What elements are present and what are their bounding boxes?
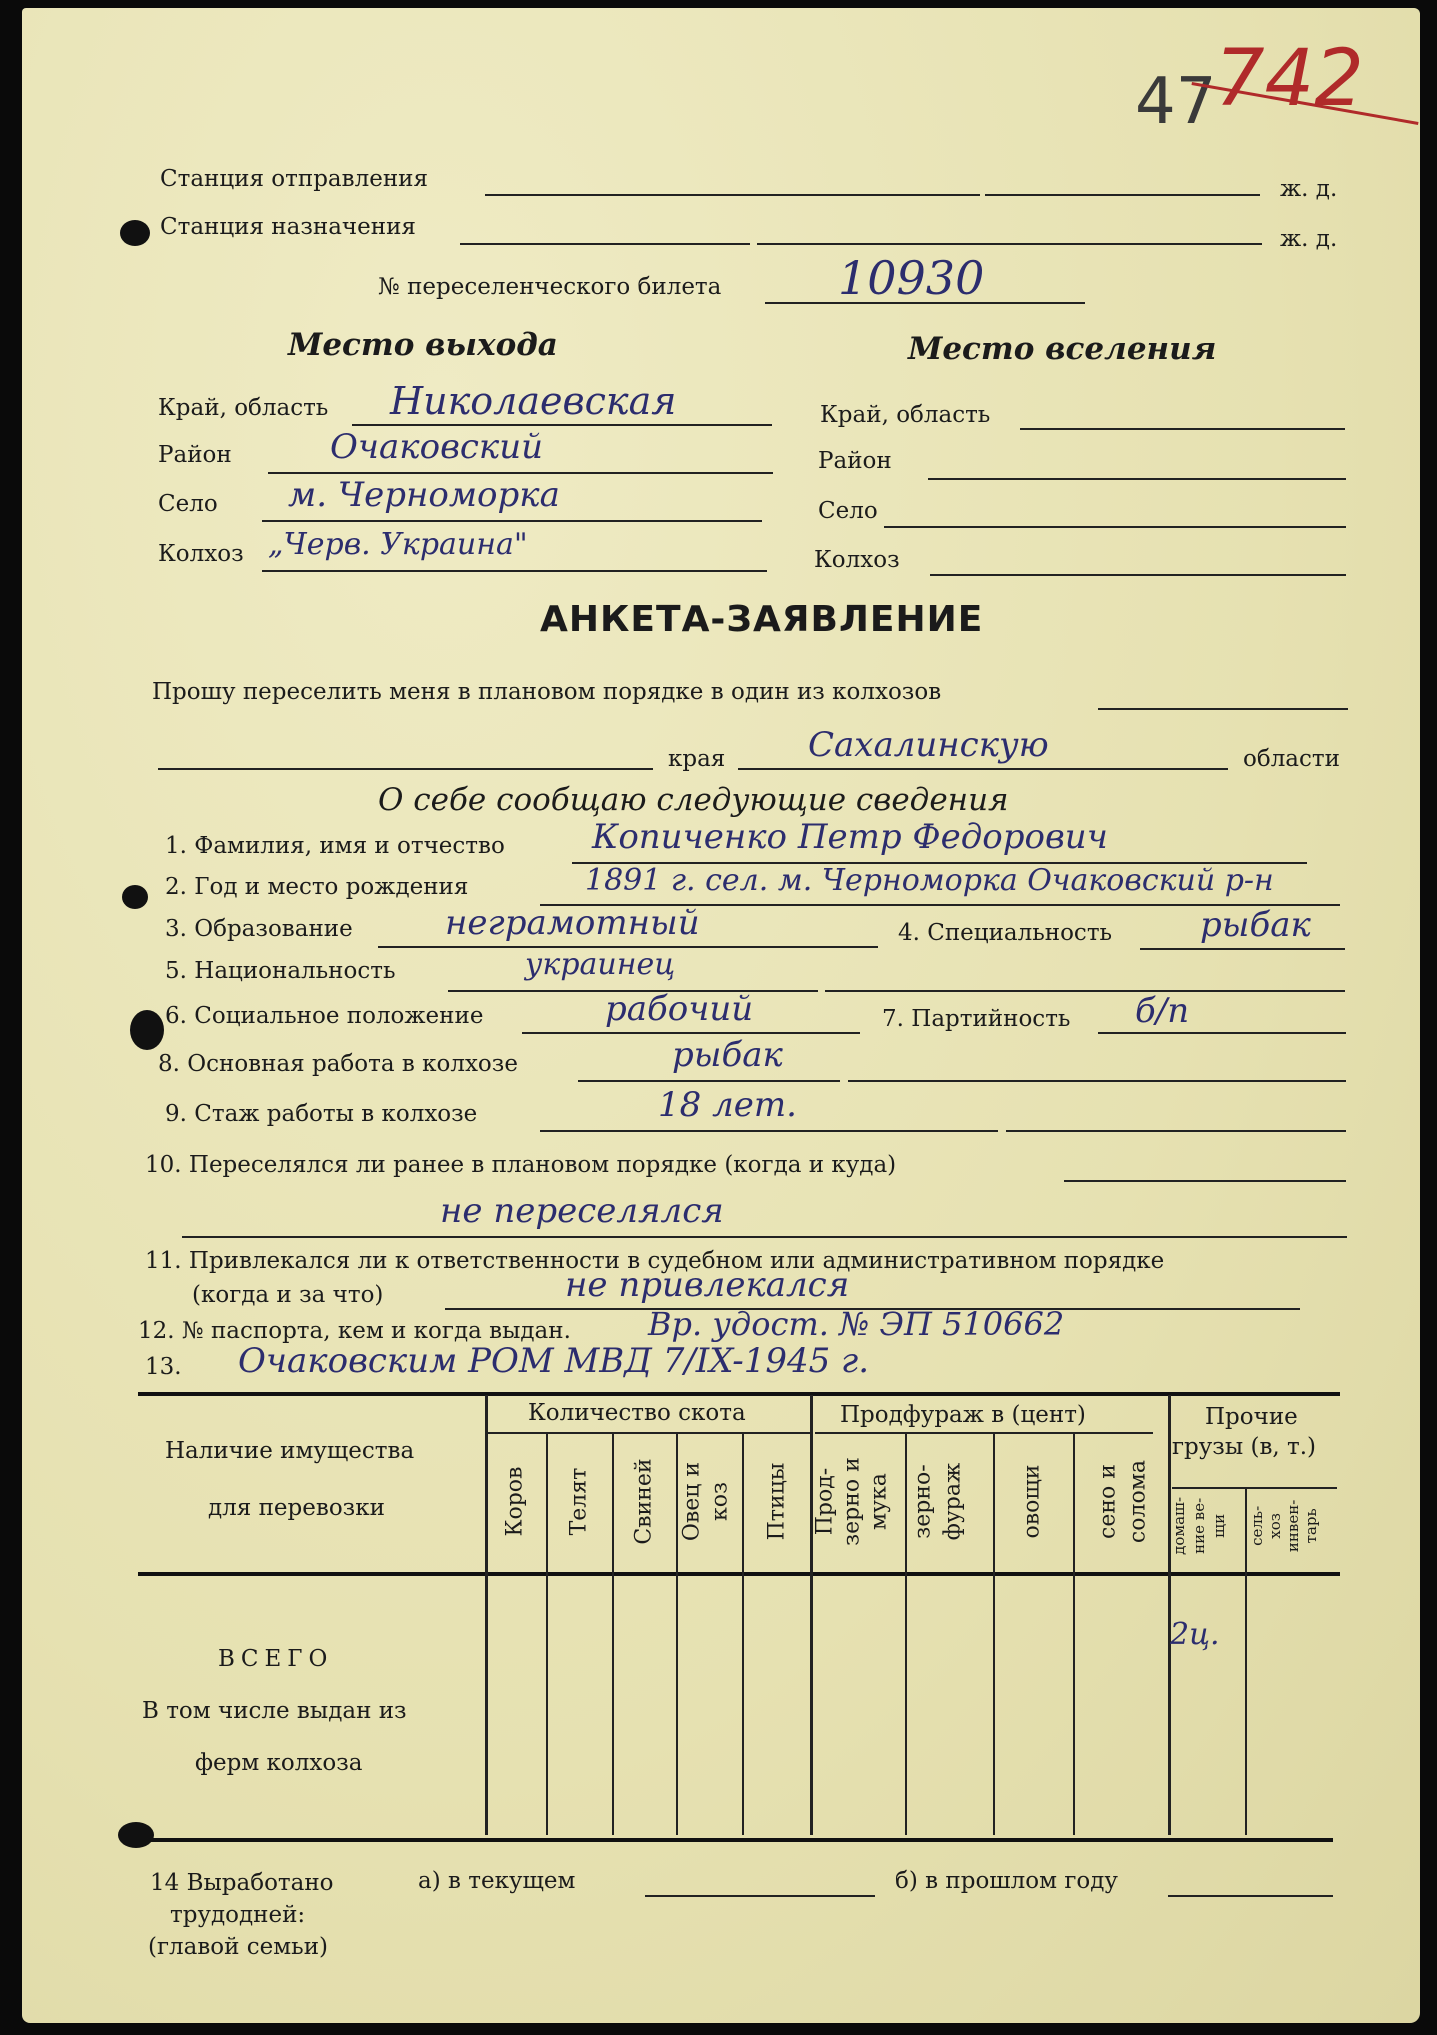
- col-hay-2: солома: [1125, 1460, 1151, 1544]
- dest-region-label: Край, область: [820, 402, 991, 428]
- f9-value: 18 лет.: [658, 1085, 797, 1125]
- origin-region-value: Николаевская: [390, 379, 677, 423]
- table-vline: [905, 1432, 907, 1835]
- destination-header: Место вселения: [908, 331, 1217, 367]
- ticket-value: 10930: [838, 251, 985, 305]
- f5-value: украинец: [525, 947, 676, 982]
- table-vline: [993, 1432, 995, 1835]
- f11-label-2: (когда и за что): [192, 1282, 384, 1308]
- origin-kolkhoz-value: „Черв. Украина": [268, 527, 528, 562]
- destination-line: [460, 243, 750, 245]
- col-forage-2: фураж: [940, 1462, 966, 1541]
- col-pigs: Свиней: [631, 1458, 657, 1545]
- f1-value: Копиченко Петр Федорович: [592, 817, 1108, 857]
- dest-kolkhoz-line: [930, 574, 1346, 576]
- row-header-1: Наличие имущества: [165, 1438, 415, 1464]
- f6-value: рабочий: [605, 989, 754, 1029]
- col-cows: Коров: [502, 1466, 528, 1537]
- punch-hole: [122, 885, 148, 909]
- table-vline: [1168, 1395, 1171, 1835]
- oblasti-label: области: [1243, 746, 1340, 772]
- workdays-label-3: (главой семьи): [148, 1934, 328, 1960]
- group-line-livestock: [488, 1432, 810, 1434]
- origin-header: Место выхода: [288, 327, 558, 363]
- f13-value: Очаковским РОМ МВД 7/IX-1945 г.: [238, 1341, 870, 1381]
- f6-label: 6. Социальное положение: [165, 1003, 484, 1029]
- table-vline: [1073, 1432, 1075, 1835]
- form-title: АНКЕТА-ЗАЯВЛЕНИЕ: [540, 599, 984, 640]
- f9-line-2: [1006, 1130, 1346, 1132]
- f13-label: 13.: [145, 1354, 182, 1380]
- origin-region-label: Край, область: [158, 395, 329, 421]
- f2-value: 1891 г. сел. м. Черноморка Очаковский р-н: [585, 863, 1274, 898]
- origin-village-line: [262, 520, 762, 522]
- f4-line: [1140, 948, 1345, 950]
- origin-district-line: [268, 472, 773, 474]
- col-hay-1: сено и: [1095, 1464, 1121, 1539]
- request-text: Прошу переселить меня в плановом порядке в один из колхозов: [152, 679, 942, 705]
- f7-value: б/п: [1135, 991, 1190, 1031]
- col-home-3: щи: [1210, 1513, 1229, 1538]
- group-other-1: Прочие: [1205, 1404, 1298, 1430]
- punch-hole: [130, 1010, 164, 1050]
- punch-hole: [118, 1822, 154, 1848]
- departure-line-2: [985, 194, 1260, 196]
- issued-label-1: В том числе выдан из: [142, 1698, 407, 1724]
- col-veg: овощи: [1019, 1464, 1045, 1539]
- group-other-2: грузы (в, т.): [1172, 1434, 1317, 1460]
- workdays-past-label: б) в прошлом году: [895, 1868, 1118, 1894]
- ticket-label: № переселенческого билета: [378, 274, 722, 300]
- table-vline: [742, 1432, 744, 1835]
- f9-line: [540, 1130, 998, 1132]
- f4-label: 4. Специальность: [898, 920, 1113, 946]
- origin-village-value: м. Черноморка: [288, 475, 560, 515]
- table-vline: [485, 1395, 488, 1835]
- group-fodder: Продфураж в (цент): [840, 1402, 1086, 1428]
- group-line-fodder: [815, 1432, 1153, 1434]
- table-vline: [612, 1432, 614, 1835]
- table-top-border: [138, 1392, 1340, 1396]
- origin-kolkhoz-line: [262, 570, 767, 572]
- col-farm-2: хоз: [1266, 1513, 1285, 1539]
- total-label: ВСЕГО: [218, 1646, 334, 1672]
- col-grain-3: мука: [866, 1473, 892, 1531]
- origin-district-label: Район: [158, 442, 232, 468]
- dest-region-line: [1020, 428, 1345, 430]
- col-calves: Телят: [566, 1467, 592, 1536]
- f7-label: 7. Партийность: [882, 1006, 1071, 1032]
- f10-line-2: [182, 1236, 1347, 1238]
- origin-region-line: [352, 424, 772, 426]
- table-vline: [676, 1432, 678, 1835]
- departure-rail: ж. д.: [1280, 176, 1338, 202]
- col-home-1: домаш-: [1170, 1496, 1189, 1555]
- f7-line: [1098, 1032, 1346, 1034]
- dest-village-label: Село: [818, 498, 878, 524]
- destination-rail: ж. д.: [1280, 226, 1338, 252]
- workdays-past-line: [1168, 1895, 1333, 1897]
- f11-label-1: 11. Привлекался ли к ответственности в судебном или административном порядке: [145, 1248, 1165, 1274]
- group-livestock: Количество скота: [528, 1400, 746, 1426]
- col-farm-4: тарь: [1302, 1508, 1321, 1544]
- col-farm-1: сель-: [1248, 1505, 1267, 1546]
- kraya-line: [158, 768, 653, 770]
- f5-line-2: [825, 990, 1345, 992]
- f10-line: [1064, 1180, 1346, 1182]
- departure-line: [485, 194, 980, 196]
- departure-label: Станция отправления: [160, 166, 428, 192]
- col-forage-1: зерно-: [910, 1464, 936, 1539]
- destination-line-2: [757, 243, 1262, 245]
- col-sheep-2: коз: [707, 1482, 733, 1522]
- dest-district-line: [928, 478, 1346, 480]
- archive-number-gray: 47: [1135, 65, 1217, 139]
- col-grain-1: Прод-: [812, 1467, 838, 1536]
- issued-label-2: ферм колхоза: [195, 1750, 363, 1776]
- f5-label: 5. Национальность: [165, 958, 396, 984]
- dest-village-line: [884, 526, 1346, 528]
- f11-value: не привлекался: [565, 1265, 850, 1305]
- f8-line: [578, 1080, 840, 1082]
- col-farm-3: инвен-: [1284, 1499, 1303, 1553]
- dest-district-label: Район: [818, 448, 892, 474]
- table-vline: [546, 1432, 548, 1835]
- f12-label: 12. № паспорта, кем и когда выдан.: [138, 1318, 571, 1344]
- oblast-line: [738, 768, 1228, 770]
- oblast-value: Сахалинскую: [808, 725, 1049, 765]
- f8-label: 8. Основная работа в колхозе: [158, 1051, 518, 1077]
- f8-line-2: [848, 1080, 1346, 1082]
- f9-label: 9. Стаж работы в колхозе: [165, 1101, 478, 1127]
- f8-value: рыбак: [672, 1035, 783, 1075]
- workdays-label-2: трудодней:: [170, 1902, 306, 1928]
- f1-label: 1. Фамилия, имя и отчество: [165, 833, 505, 859]
- f4-value: рыбак: [1200, 905, 1311, 945]
- col-birds: Птицы: [764, 1462, 790, 1541]
- origin-village-label: Село: [158, 491, 218, 517]
- f2-label: 2. Год и место рождения: [165, 874, 469, 900]
- archive-number-red: 742: [1215, 34, 1364, 124]
- request-line: [1098, 708, 1348, 710]
- f12-value: Вр. удост. № ЭП 510662: [648, 1305, 1065, 1343]
- col-sheep-1: Овец и: [679, 1461, 705, 1542]
- f10-label: 10. Переселялся ли ранее в плановом порядке (когда и куда): [145, 1152, 897, 1178]
- f3-label: 3. Образование: [165, 916, 353, 942]
- kraya-label: края: [668, 746, 726, 772]
- about-header: О себе сообщаю следующие сведения: [378, 782, 1009, 818]
- table-vline: [1245, 1487, 1247, 1835]
- workdays-label-1: 14 Выработано: [150, 1870, 334, 1896]
- f10-value: не переселялся: [440, 1191, 724, 1231]
- origin-district-value: Очаковский: [330, 427, 543, 467]
- table-header-border: [138, 1572, 1340, 1576]
- f6-line: [522, 1032, 860, 1034]
- row-header-2: для перевозки: [208, 1495, 385, 1521]
- destination-label: Станция назначения: [160, 214, 416, 240]
- dest-kolkhoz-label: Колхоз: [814, 547, 900, 573]
- col-home-2: ние ве-: [1190, 1497, 1209, 1554]
- origin-kolkhoz-label: Колхоз: [158, 541, 244, 567]
- workdays-current-line: [645, 1895, 875, 1897]
- f3-value: неграмотный: [445, 903, 700, 943]
- punch-hole: [120, 220, 150, 246]
- workdays-current-label: а) в текущем: [418, 1868, 576, 1894]
- col-grain-2: зерно и: [839, 1457, 865, 1546]
- home-goods-value: 2ц.: [1170, 1617, 1220, 1652]
- table-bottom-border: [138, 1838, 1333, 1842]
